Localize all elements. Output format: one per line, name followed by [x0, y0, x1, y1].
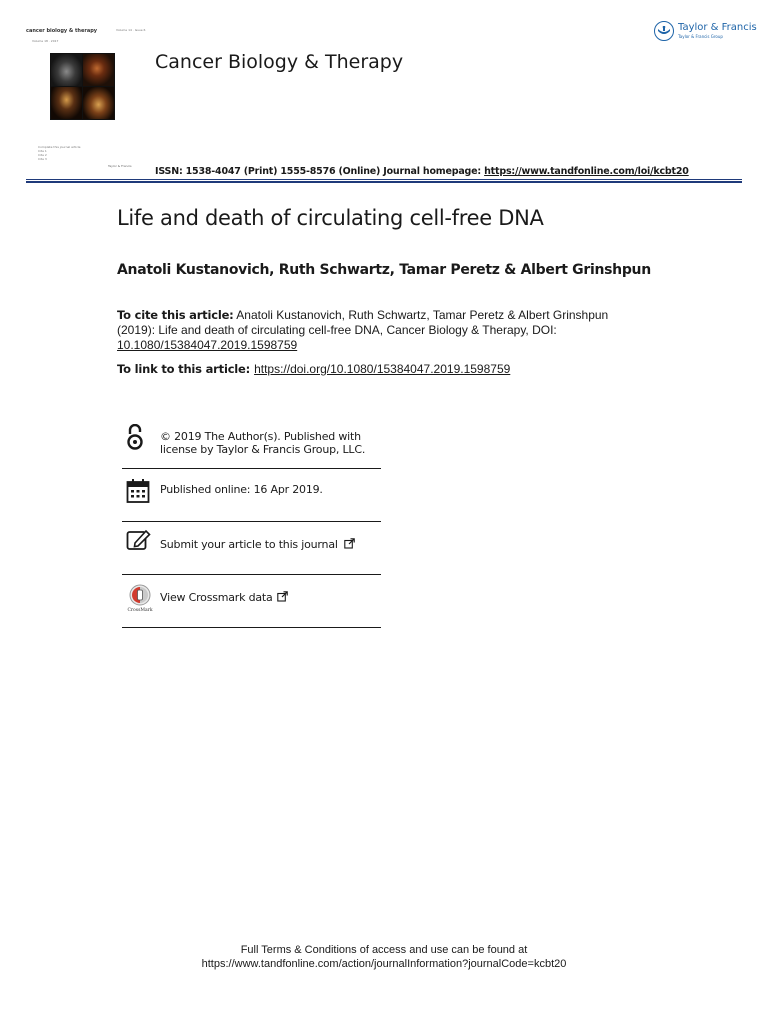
citation-label: To cite this article: [117, 308, 234, 322]
article-authors: Anatoli Kustanovich, Ruth Schwartz, Tamar Peretz & Albert Grinshpun [117, 262, 651, 278]
edit-icon [126, 529, 152, 555]
article-info-list [122, 416, 381, 522]
cover-masthead-text: cancer biology & therapy [26, 28, 98, 34]
citation-doi-link[interactable]: 10.1080/15384047.2019.1598759 [117, 338, 298, 352]
footer-terms-link[interactable]: https://www.tandfonline.com/action/journalInformation?journalCode=kcbt20 [201, 958, 567, 970]
cover-note [38, 145, 81, 161]
cover-masthead-side: Volume 14 · Issue 6 [116, 28, 146, 32]
header-rule [26, 179, 742, 180]
cover-image-panel [51, 54, 82, 86]
submit-article-link[interactable]: Submit your article to this journal [160, 538, 338, 551]
external-link-icon [277, 591, 288, 605]
citation-block [117, 308, 617, 353]
citation-text: Anatoli Kustanovich, Ruth Schwartz, Tamar Peretz & Albert Grinshpun (2019): Life and death of circulating cell-free DNA, Cancer Biology & Therapy, DOI: [117, 308, 609, 337]
cover-image-panel [83, 54, 114, 86]
open-access-icon [126, 424, 144, 456]
footer-line: Full Terms & Conditions of access and use can be found at [240, 944, 528, 956]
publisher-logo-icon [654, 21, 674, 41]
license-text-line: license by Taylor & Francis Group, LLC. [160, 443, 366, 456]
open-access-row [122, 416, 381, 469]
cover-publisher-mark: Taylor & Francis [108, 164, 132, 168]
license-text-line: © 2019 The Author(s). Published with [160, 430, 361, 443]
cover-note-line: Cite 3 [38, 157, 47, 161]
article-doi-link[interactable]: https://doi.org/10.1080/15384047.2019.1598759 [254, 362, 511, 376]
publisher-name: Taylor & Francis [678, 22, 757, 33]
cover-masthead [26, 28, 146, 34]
crossmark-link[interactable]: View Crossmark data [160, 591, 273, 604]
header-rule-thick [26, 181, 742, 183]
cover-note-line: Complete this journal article [38, 145, 81, 149]
footer-terms [0, 943, 768, 971]
cover-image [50, 53, 115, 120]
cover-image-panel [51, 87, 82, 119]
submit-article-row[interactable] [122, 522, 381, 575]
crossmark-logo-text: CrossMark [127, 608, 153, 612]
publisher-sub: Taylor & Francis Group [678, 34, 723, 39]
issn-line [155, 166, 689, 177]
cover-image-panel [83, 87, 114, 119]
article-link-label: To link to this article: [117, 362, 251, 376]
journal-name[interactable]: Cancer Biology & Therapy [155, 51, 404, 73]
article-actions-list [122, 522, 381, 628]
journal-cover-thumbnail [26, 25, 146, 175]
publisher-logo[interactable] [654, 21, 757, 41]
published-date: Published online: 16 Apr 2019. [160, 483, 323, 496]
external-link-icon [344, 538, 355, 552]
cover-note-line: Cite 2 [38, 153, 47, 157]
issn-text: ISSN: 1538-4047 (Print) 1555-8576 (Online) Journal homepage: [155, 166, 485, 177]
article-title: Life and death of circulating cell-free DNA [117, 206, 544, 230]
crossmark-icon [125, 584, 155, 616]
journal-homepage-link[interactable]: https://www.tandfonline.com/loi/kcbt20 [484, 166, 689, 177]
crossmark-row[interactable] [122, 575, 381, 628]
calendar-icon [126, 478, 150, 508]
cover-subtitle: Volume 18 · 2017 [32, 39, 59, 43]
article-link-block [117, 362, 510, 376]
cover-note-line: Cite 1 [38, 149, 47, 153]
